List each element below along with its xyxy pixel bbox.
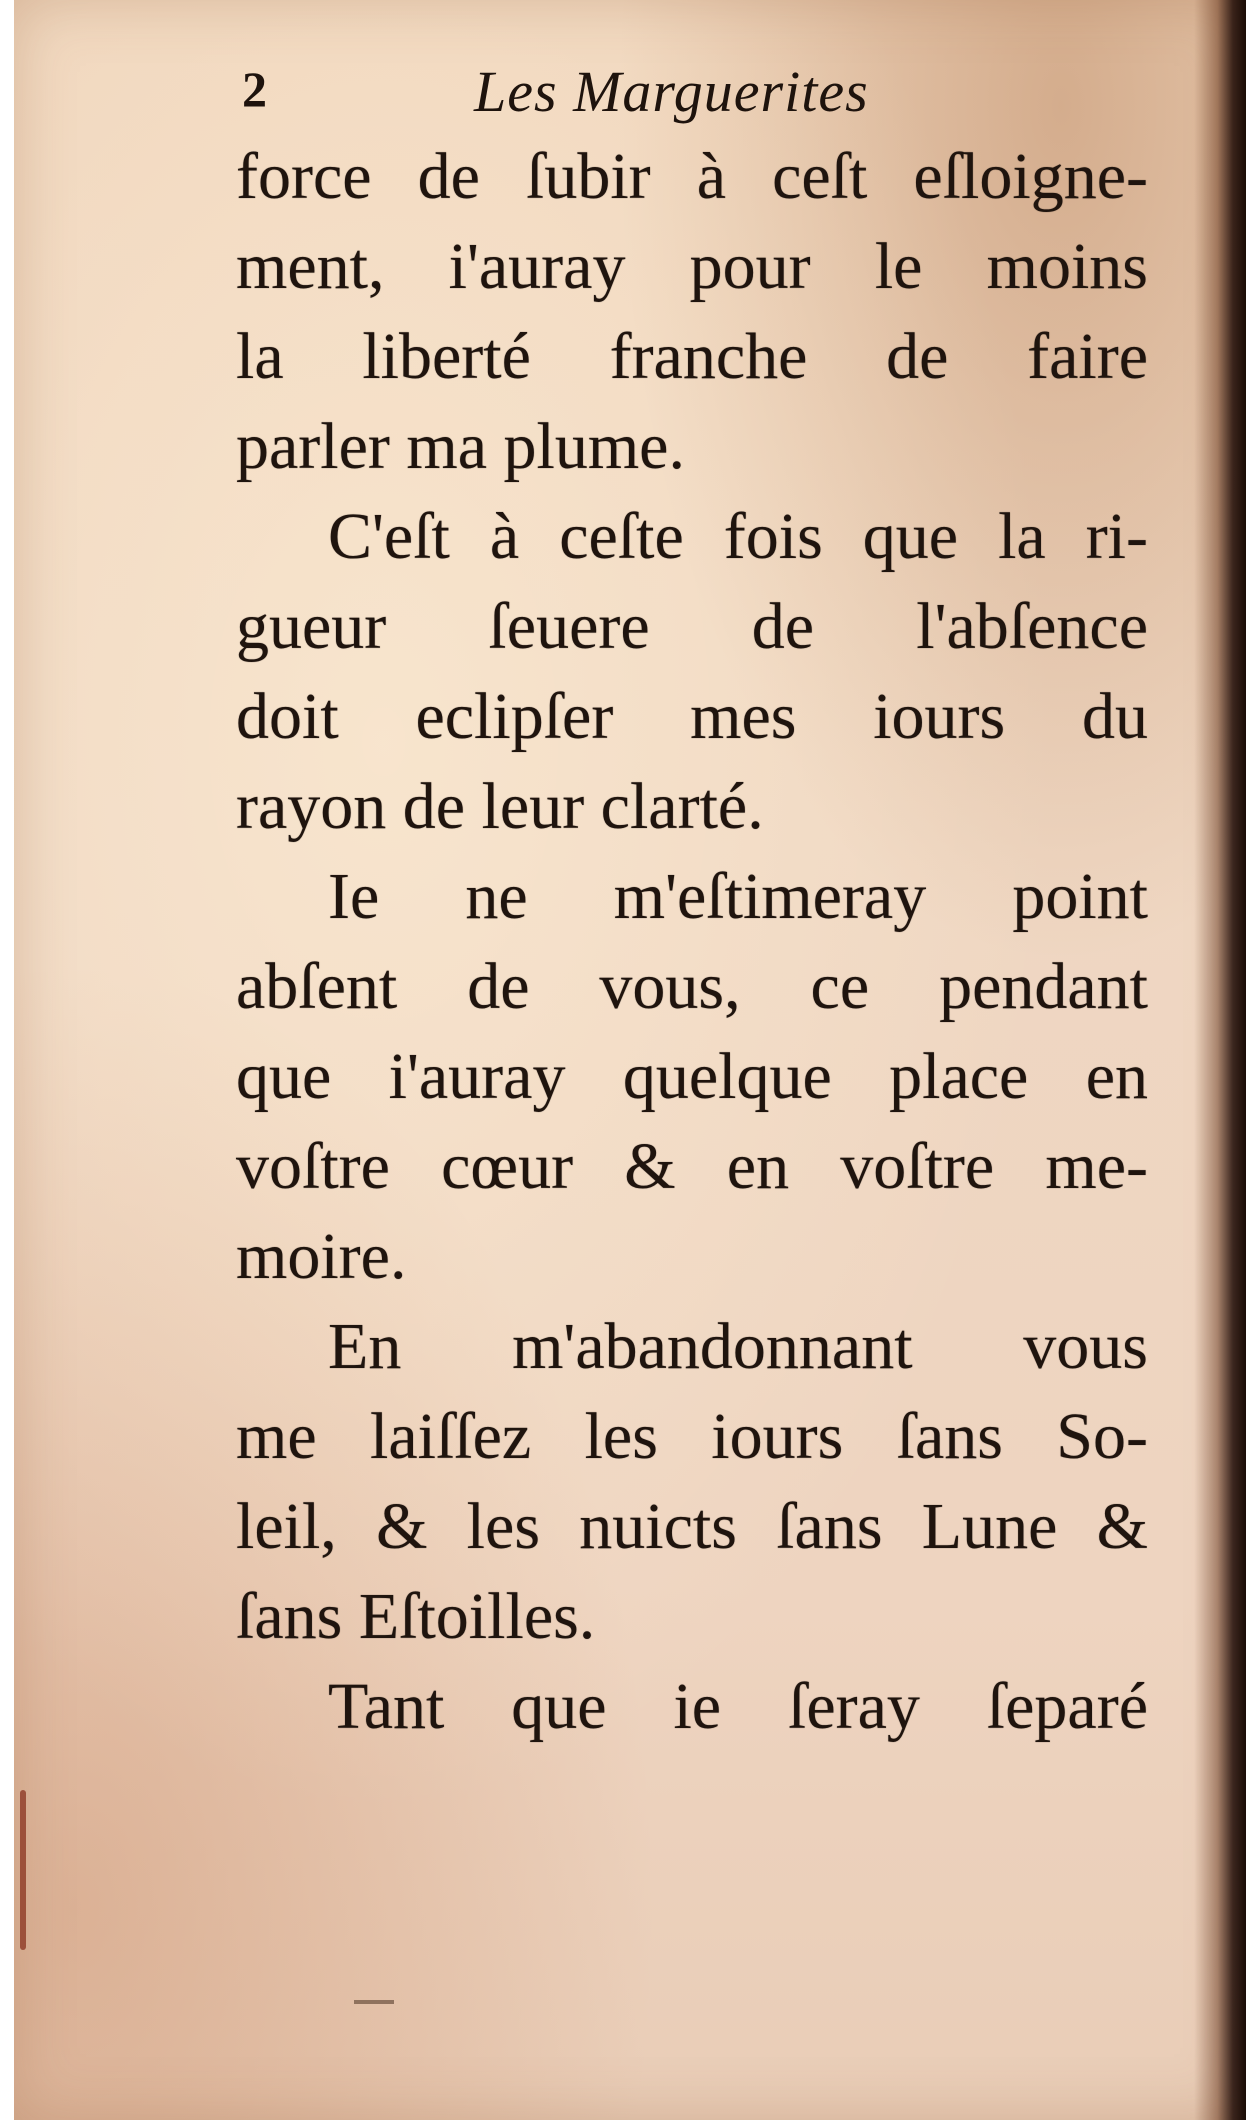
text-line: leil, & les nuicts ſans Lune & xyxy=(236,1490,1148,1563)
page-header xyxy=(242,58,1142,128)
text-line: Ie ne m'eſtimeray point xyxy=(328,860,1148,933)
text-line: abſent de vous, ce pendant xyxy=(236,950,1148,1023)
text-line: voſtre cœur & en voſtre me- xyxy=(236,1130,1148,1203)
book-page-scan xyxy=(14,0,1246,2120)
text-line: ment, i'auray pour le moins xyxy=(236,230,1148,303)
text-line: doit eclipſer mes iours du xyxy=(236,680,1148,753)
ink-mark xyxy=(354,2000,394,2004)
text-line: gueur ſeuere de l'abſence xyxy=(236,590,1148,663)
text-line: la liberté franche de faire xyxy=(236,320,1148,393)
text-line: En m'abandonnant vous xyxy=(328,1310,1148,1383)
text-line: que i'auray quelque place en xyxy=(236,1040,1148,1113)
running-title: Les Marguerites xyxy=(474,59,869,124)
page-number: 2 xyxy=(242,61,267,117)
page-margin-stain xyxy=(20,1790,26,1950)
text-line: rayon de leur clarté. xyxy=(236,770,764,843)
text-line: Tant que ie ſeray ſeparé xyxy=(328,1670,1148,1743)
body-text xyxy=(236,132,1148,1752)
text-line: C'eſt à ceſte fois que la ri- xyxy=(328,500,1148,573)
page-edge-shadow xyxy=(1194,0,1246,2120)
text-line: force de ſubir à ceſt eſloigne- xyxy=(236,140,1148,213)
text-line: moire. xyxy=(236,1220,407,1293)
text-line: parler ma plume. xyxy=(236,410,685,483)
text-line: ſans Eſtoilles. xyxy=(236,1580,596,1653)
text-line: me laiſſez les iours ſans So- xyxy=(236,1400,1148,1473)
